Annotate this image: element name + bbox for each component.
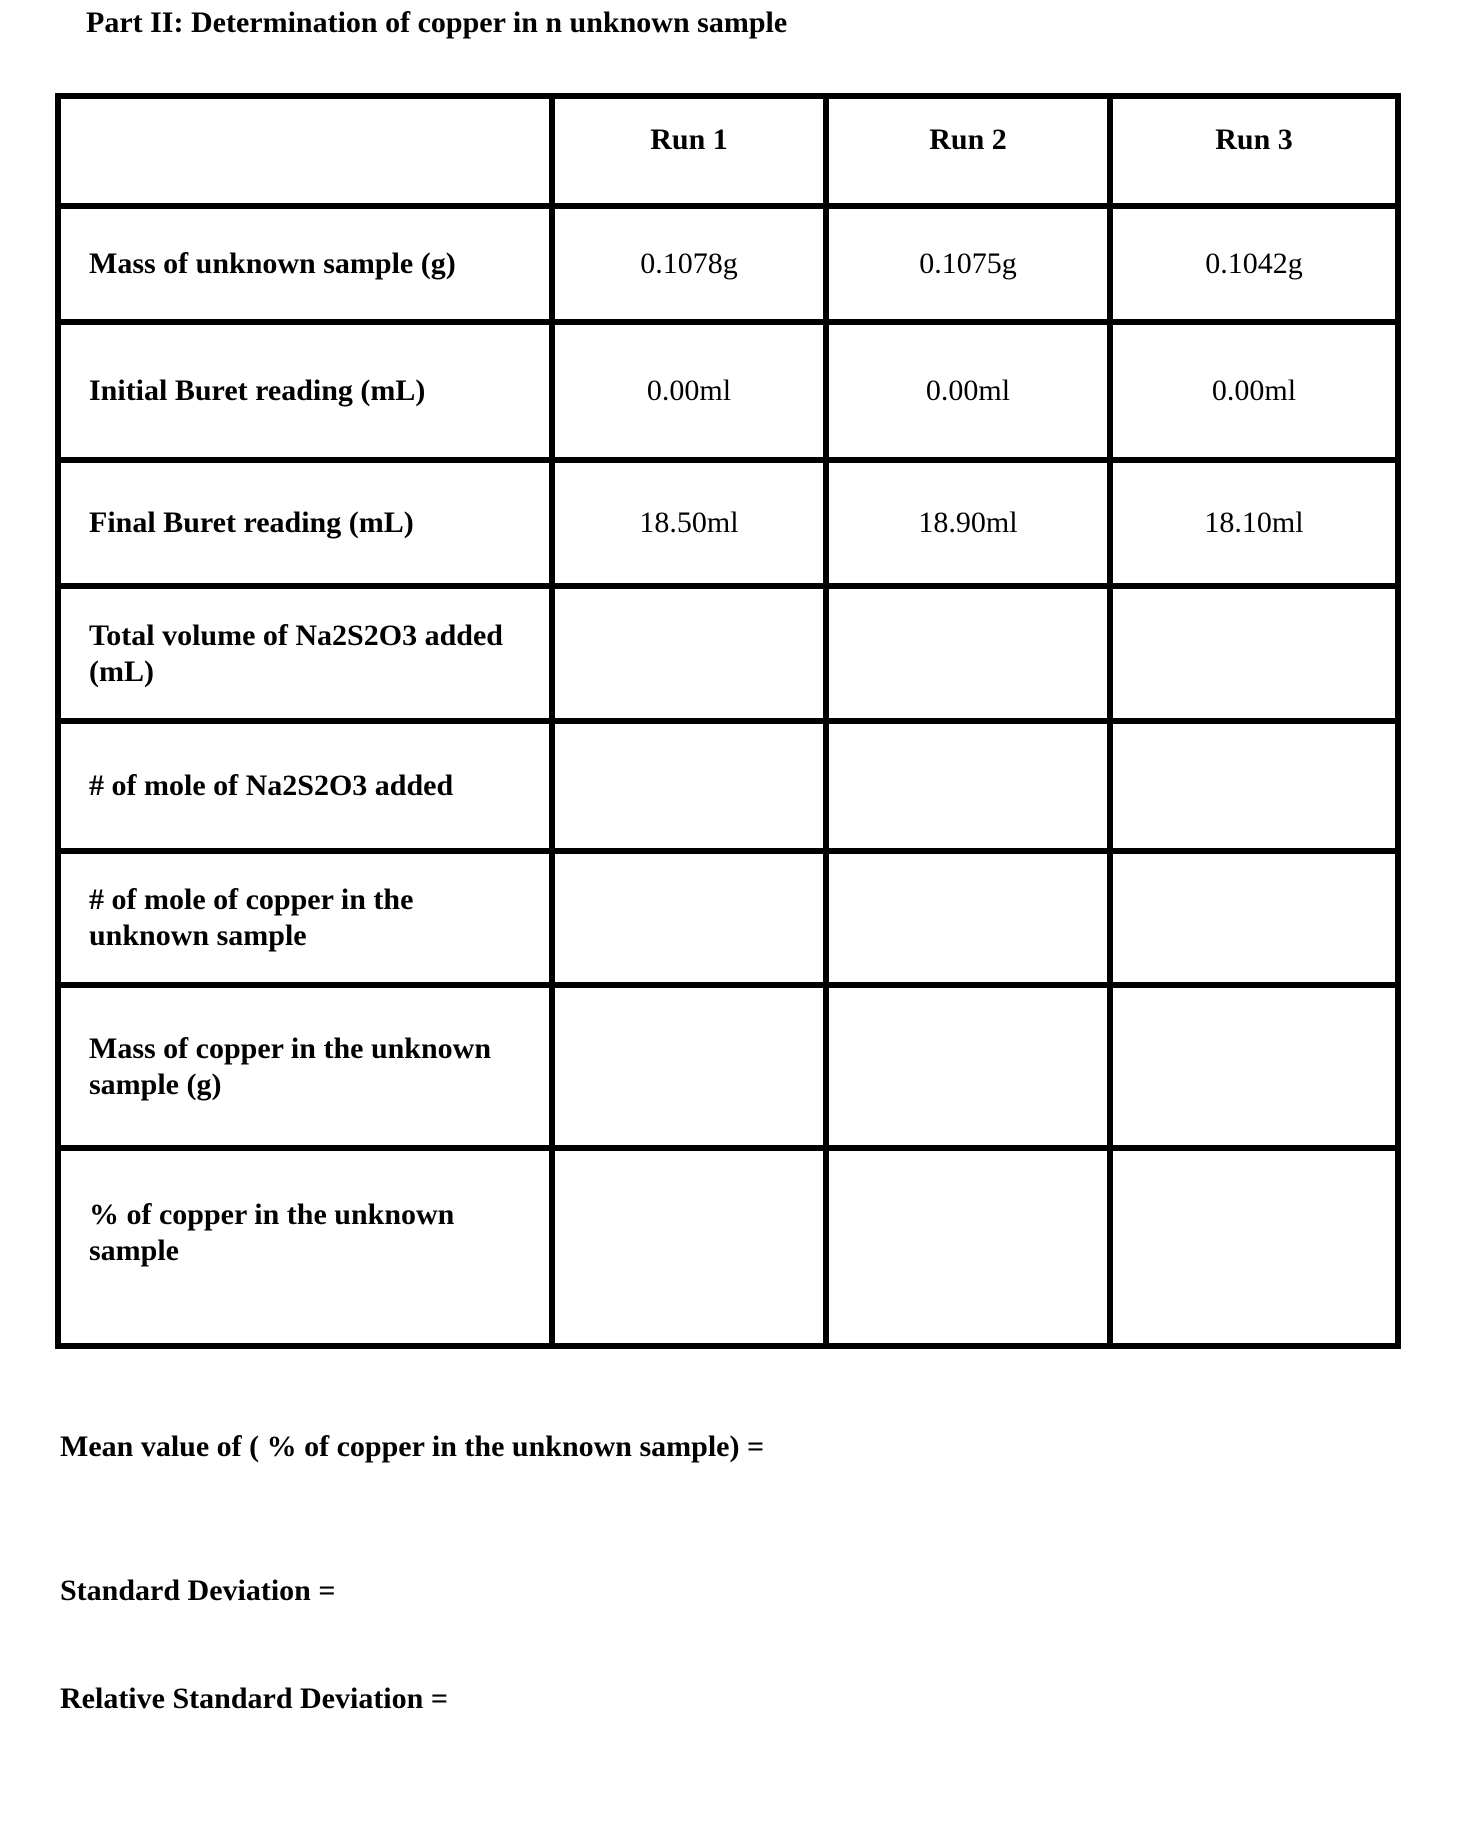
- value-cell[interactable]: [1110, 851, 1398, 985]
- value-cell[interactable]: 0.00ml: [826, 322, 1110, 460]
- value-cell[interactable]: [1110, 985, 1398, 1148]
- value-cell[interactable]: [1110, 1148, 1398, 1346]
- table-header-row: [58, 96, 1398, 206]
- corner-cell: [58, 96, 552, 206]
- row-label-percent-copper: % of copper in the unknown sample: [58, 1148, 552, 1346]
- value-cell[interactable]: [552, 851, 826, 985]
- table-row: [58, 586, 1398, 721]
- value-cell[interactable]: [1110, 586, 1398, 721]
- column-header-run-1: Run 1: [552, 96, 826, 206]
- table-row: [58, 460, 1398, 586]
- value-cell[interactable]: 18.10ml: [1110, 460, 1398, 586]
- row-label-initial-buret-reading: Initial Buret reading (mL): [58, 322, 552, 460]
- row-label-mass-copper: Mass of copper in the unknown sample (g): [58, 985, 552, 1148]
- data-table: [55, 93, 1401, 1349]
- column-header-run-2: Run 2: [826, 96, 1110, 206]
- row-label-moles-na2s2o3: # of mole of Na2S2O3 added: [58, 721, 552, 851]
- value-cell[interactable]: [1110, 721, 1398, 851]
- table-row: [58, 206, 1398, 322]
- page-title: Part II: Determination of copper in n unknown sample: [86, 6, 788, 39]
- table-row: [58, 851, 1398, 985]
- value-cell[interactable]: [826, 586, 1110, 721]
- value-cell[interactable]: [826, 985, 1110, 1148]
- row-label-moles-copper: # of mole of copper in the unknown sample: [58, 851, 552, 985]
- value-cell[interactable]: 0.1078g: [552, 206, 826, 322]
- value-cell[interactable]: [552, 985, 826, 1148]
- relative-standard-deviation-label: Relative Standard Deviation =: [60, 1682, 448, 1715]
- value-cell[interactable]: 0.00ml: [552, 322, 826, 460]
- value-cell[interactable]: [552, 586, 826, 721]
- value-cell[interactable]: 18.90ml: [826, 460, 1110, 586]
- table-row: [58, 1148, 1398, 1346]
- table-row: [58, 721, 1398, 851]
- value-cell[interactable]: [552, 721, 826, 851]
- value-cell[interactable]: [552, 1148, 826, 1346]
- table-row: [58, 322, 1398, 460]
- value-cell[interactable]: 18.50ml: [552, 460, 826, 586]
- table-row: [58, 985, 1398, 1148]
- standard-deviation-label: Standard Deviation =: [60, 1574, 336, 1607]
- value-cell[interactable]: [826, 721, 1110, 851]
- column-header-run-3: Run 3: [1110, 96, 1398, 206]
- value-cell[interactable]: 0.1075g: [826, 206, 1110, 322]
- value-cell[interactable]: 0.00ml: [1110, 322, 1398, 460]
- row-label-mass-unknown-sample: Mass of unknown sample (g): [58, 206, 552, 322]
- row-label-final-buret-reading: Final Buret reading (mL): [58, 460, 552, 586]
- value-cell[interactable]: 0.1042g: [1110, 206, 1398, 322]
- value-cell[interactable]: [826, 851, 1110, 985]
- mean-value-label: Mean value of ( % of copper in the unknown sample) =: [60, 1430, 765, 1463]
- row-label-total-volume-na2s2o3: Total volume of Na2S2O3 added (mL): [58, 586, 552, 721]
- value-cell[interactable]: [826, 1148, 1110, 1346]
